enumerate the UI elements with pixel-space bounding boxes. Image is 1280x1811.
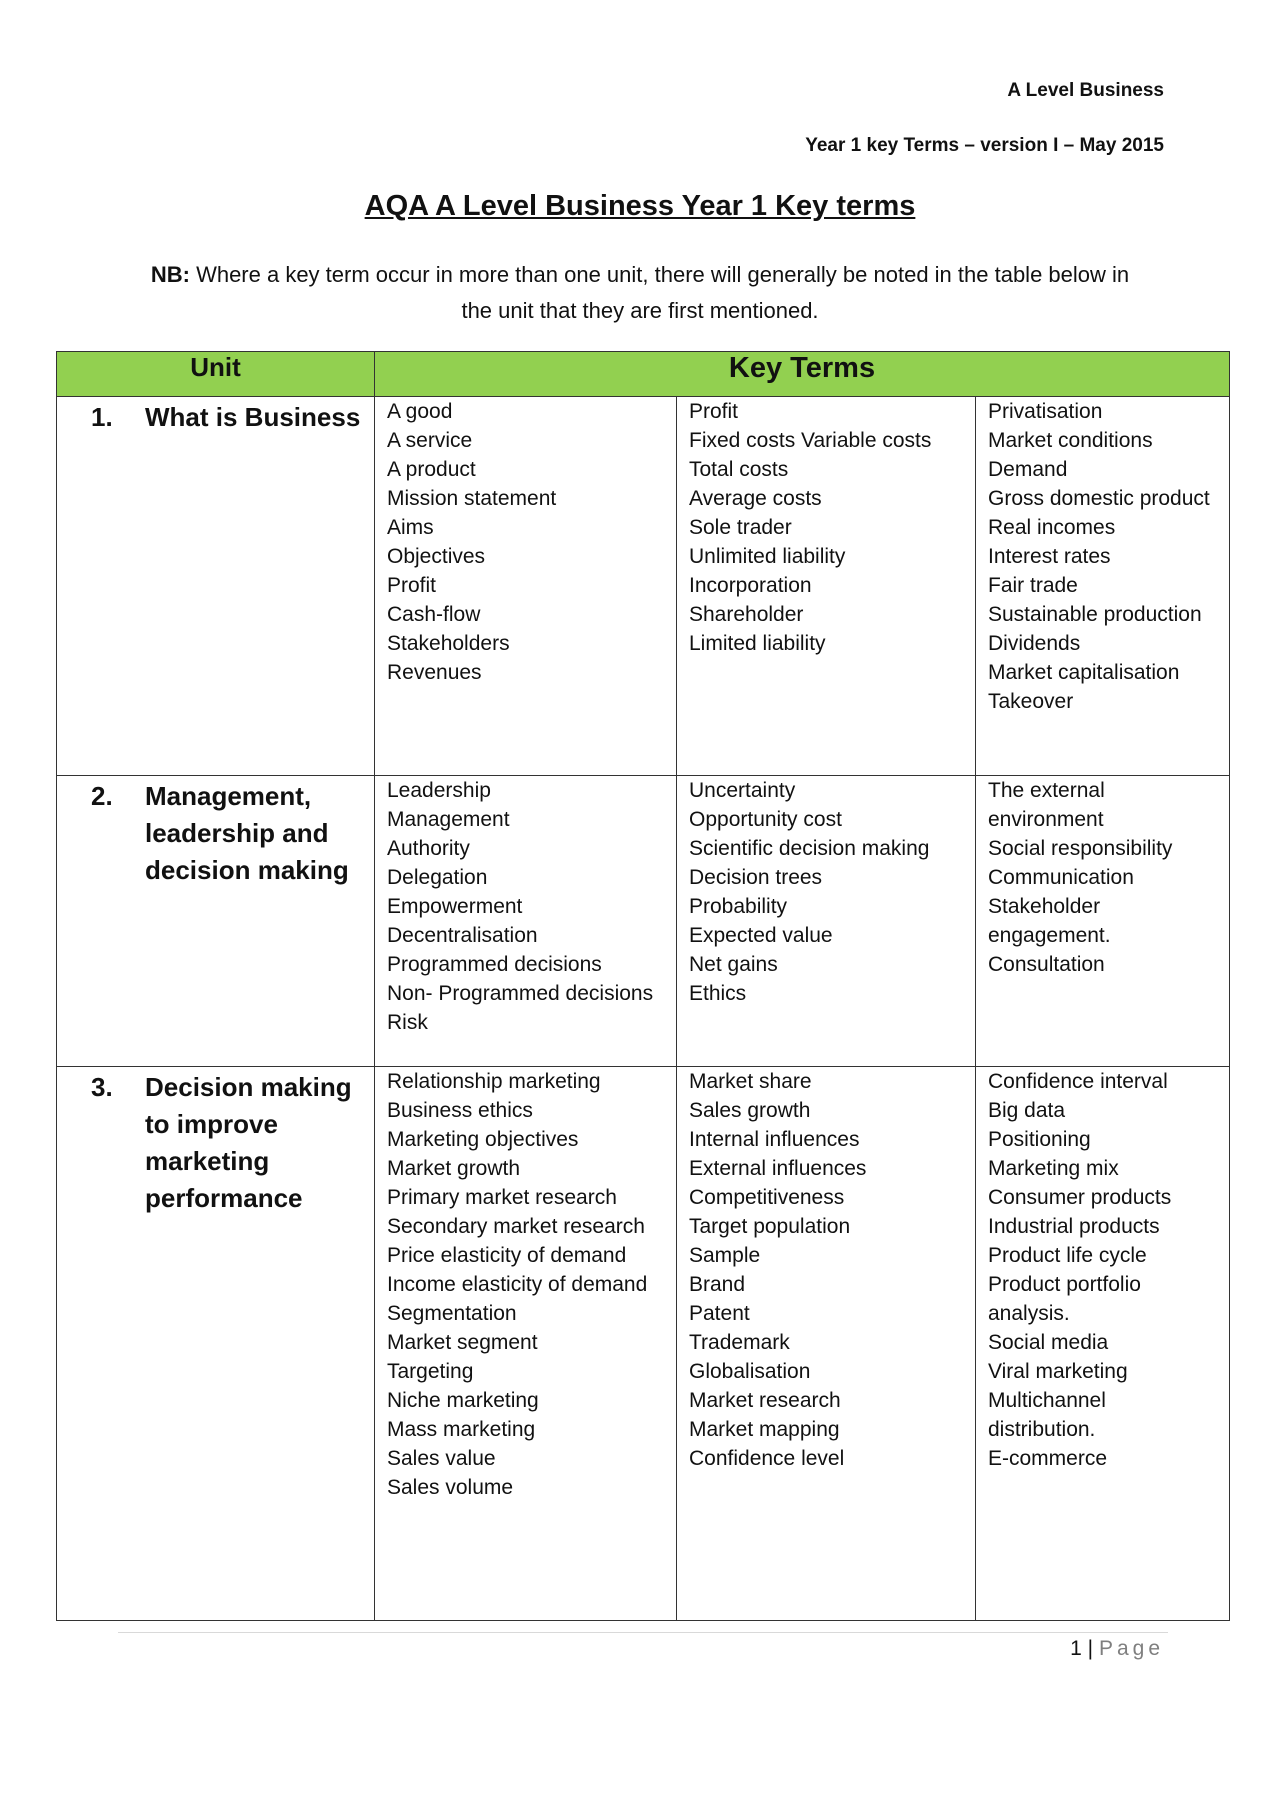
key-term: Incorporation <box>689 574 812 597</box>
key-term: Expected value <box>689 924 833 947</box>
key-term: Average costs <box>689 487 822 510</box>
key-term: Risk <box>387 1011 428 1034</box>
key-term: Targeting <box>387 1360 474 1383</box>
key-terms-column-3 <box>976 397 1230 776</box>
key-term: Market growth <box>387 1157 521 1180</box>
key-term: Privatisation <box>988 400 1103 423</box>
unit-cell <box>57 1067 375 1621</box>
key-term: Probability <box>689 895 788 918</box>
key-term: Internal influences <box>689 1128 860 1151</box>
table-row <box>57 776 1230 1067</box>
key-term: Fair trade <box>988 574 1078 597</box>
key-term: Consultation <box>988 953 1105 976</box>
key-term: Sales value <box>387 1447 496 1470</box>
key-term: Takeover <box>988 690 1074 713</box>
key-term: Marketing objectives <box>387 1128 579 1151</box>
key-term: Multichannel <box>988 1389 1106 1412</box>
key-term: Communication <box>988 866 1134 889</box>
key-term: Product life cycle <box>988 1244 1147 1267</box>
key-term: Stakeholders <box>387 632 510 655</box>
key-terms-column-1 <box>375 1067 677 1621</box>
key-term: Profit <box>387 574 437 597</box>
unit-cell <box>57 397 375 776</box>
key-term: Management <box>387 808 510 831</box>
key-term: Big data <box>988 1099 1066 1122</box>
key-term: Product portfolio <box>988 1273 1141 1296</box>
table-row <box>57 1067 1230 1621</box>
key-term: Market segment <box>387 1331 538 1354</box>
key-term: Market mapping <box>689 1418 840 1441</box>
key-term: Brand <box>689 1273 746 1296</box>
key-term: Competitiveness <box>689 1186 845 1209</box>
key-terms-column-header: Key Terms <box>375 352 1230 397</box>
key-term: Sales growth <box>689 1099 811 1122</box>
key-term: Interest rates <box>988 545 1111 568</box>
key-term: The external <box>988 779 1105 802</box>
key-term: Limited liability <box>689 632 826 655</box>
key-term: Sole trader <box>689 516 792 539</box>
key-term: Relationship marketing <box>387 1070 601 1093</box>
key-term: Shareholder <box>689 603 804 626</box>
key-term: Ethics <box>689 982 747 1005</box>
unit-number: 2. <box>91 781 113 811</box>
key-term: Gross domestic product <box>988 487 1210 510</box>
key-term: analysis. <box>988 1302 1070 1325</box>
key-term: Scientific decision making <box>689 837 930 860</box>
key-term: Globalisation <box>689 1360 811 1383</box>
page-number-value: 1 <box>1070 1637 1082 1660</box>
unit-name: Management, leadership and decision making <box>145 781 349 885</box>
key-term: External influences <box>689 1157 867 1180</box>
unit-cell <box>57 776 375 1067</box>
key-term: Niche marketing <box>387 1389 539 1412</box>
key-term: Business ethics <box>387 1099 533 1122</box>
key-term: Primary market research <box>387 1186 617 1209</box>
key-term: Industrial products <box>988 1215 1160 1238</box>
unit-number: 1. <box>91 402 113 432</box>
key-term: Unlimited liability <box>689 545 846 568</box>
key-term: Segmentation <box>387 1302 517 1325</box>
key-term: Net gains <box>689 953 778 976</box>
key-term: Patent <box>689 1302 750 1325</box>
key-term: Revenues <box>387 661 482 684</box>
key-terms-column-2 <box>677 776 976 1067</box>
key-term: Market conditions <box>988 429 1153 452</box>
intro-note <box>140 257 1140 329</box>
key-term: Social responsibility <box>988 837 1173 860</box>
key-term: Trademark <box>689 1331 790 1354</box>
key-term: Uncertainty <box>689 779 796 802</box>
key-term: Opportunity cost <box>689 808 842 831</box>
key-term: Programmed decisions <box>387 953 602 976</box>
key-term: A product <box>387 458 476 481</box>
key-term: Sales volume <box>387 1476 514 1499</box>
key-term: Decentralisation <box>387 924 538 947</box>
key-term: Secondary market research <box>387 1215 645 1238</box>
note-text: Where a key term occur in more than one unit, there will generally be noted in the table below in the unit that they are first mentioned. <box>189 262 1130 323</box>
key-term: Empowerment <box>387 895 523 918</box>
page-number <box>1070 1637 1164 1661</box>
page-title: AQA A Level Business Year 1 Key terms <box>364 190 916 222</box>
key-term: Sample <box>689 1244 761 1267</box>
table-row <box>57 397 1230 776</box>
key-term: Objectives <box>387 545 486 568</box>
key-terms-table <box>56 351 1230 1621</box>
key-terms-column-2 <box>677 397 976 776</box>
key-term: Confidence level <box>689 1447 845 1470</box>
unit-name: What is Business <box>145 402 361 432</box>
key-term: Target population <box>689 1215 851 1238</box>
header-version: Year 1 key Terms – version I – May 2015 <box>805 135 1164 156</box>
key-term: Viral marketing <box>988 1360 1128 1383</box>
key-term: A good <box>387 400 453 423</box>
note-label: NB: <box>150 262 190 287</box>
key-term: Delegation <box>387 866 488 889</box>
key-term: Real incomes <box>988 516 1116 539</box>
key-term: Stakeholder <box>988 895 1101 918</box>
key-term: Price elasticity of demand <box>387 1244 627 1267</box>
key-term: Dividends <box>988 632 1081 655</box>
footer-divider <box>118 1632 1168 1633</box>
key-term: Profit <box>689 400 739 423</box>
page-label: Page <box>1098 1637 1164 1660</box>
unit-number: 3. <box>91 1072 113 1102</box>
key-terms-column-1 <box>375 397 677 776</box>
key-term: Aims <box>387 516 434 539</box>
key-term: environment <box>988 808 1104 831</box>
key-term: Non- Programmed decisions <box>387 982 654 1005</box>
key-term: engagement. <box>988 924 1111 947</box>
key-term: Market research <box>689 1389 841 1412</box>
key-term: Confidence interval <box>988 1070 1168 1093</box>
key-term: Authority <box>387 837 470 860</box>
key-term: Market share <box>689 1070 812 1093</box>
key-term: Fixed costs Variable costs <box>689 429 932 452</box>
key-term: Positioning <box>988 1128 1091 1151</box>
key-term: Mass marketing <box>387 1418 536 1441</box>
key-term: Sustainable production <box>988 603 1202 626</box>
key-term: Social media <box>988 1331 1109 1354</box>
key-term: Leadership <box>387 779 491 802</box>
key-terms-column-1 <box>375 776 677 1067</box>
key-term: Cash-flow <box>387 603 481 626</box>
key-term: Marketing mix <box>988 1157 1119 1180</box>
key-terms-column-3 <box>976 1067 1230 1621</box>
key-term: Income elasticity of demand <box>387 1273 648 1296</box>
key-term: distribution. <box>988 1418 1096 1441</box>
key-term: A service <box>387 429 473 452</box>
key-term: Decision trees <box>689 866 823 889</box>
key-term: Total costs <box>689 458 789 481</box>
header-course: A Level Business <box>1007 80 1164 101</box>
unit-name: Decision making to improve marketing performance <box>145 1072 352 1213</box>
page-separator: | <box>1081 1637 1099 1660</box>
key-term: Demand <box>988 458 1068 481</box>
key-terms-column-3 <box>976 776 1230 1067</box>
key-terms-column-2 <box>677 1067 976 1621</box>
key-term: Consumer products <box>988 1186 1172 1209</box>
key-term: Market capitalisation <box>988 661 1180 684</box>
key-term: E-commerce <box>988 1447 1108 1470</box>
unit-column-header: Unit <box>57 352 375 397</box>
key-term: Mission statement <box>387 487 557 510</box>
